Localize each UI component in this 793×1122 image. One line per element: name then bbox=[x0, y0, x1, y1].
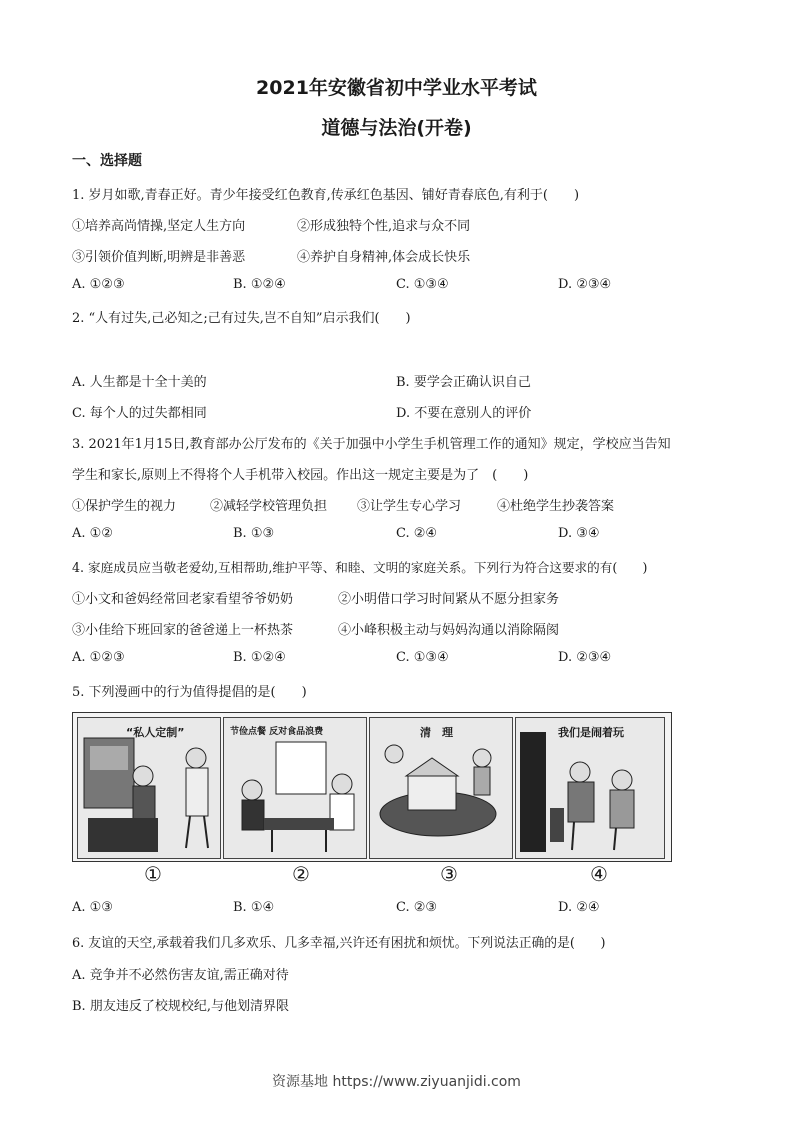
comic-panel-2-label: 节俭点餐 反对食品浪费 bbox=[230, 727, 324, 737]
question-3-option-d: D. ③④ bbox=[558, 526, 600, 541]
comic-panel-1-label: “私人定制” bbox=[126, 726, 185, 739]
question-6-option-b: B. 朋友违反了校规校纪,与他划清界限 bbox=[72, 999, 289, 1014]
footer-watermark: 资源基地 https://www.ziyuanjidi.com bbox=[272, 1074, 521, 1090]
comic-number-2: ② bbox=[292, 862, 310, 886]
question-5-option-a: A. ①③ bbox=[72, 900, 113, 915]
comic-panel-4 bbox=[515, 717, 665, 859]
comic-panel-4-label: 我们是闹着玩 bbox=[558, 726, 624, 739]
question-1-statement-4: ④养护自身精神,体会成长快乐 bbox=[297, 250, 471, 265]
question-3-stem-line1: 3. 2021年1月15日,教育部办公厅发布的《关于加强中小学生手机管理工作的通知》规定，学校应当告知 bbox=[72, 437, 671, 452]
question-3-option-b: B. ①③ bbox=[233, 526, 275, 541]
question-2-stem: 2. “人有过失,己必知之;己有过失,岂不自知”启示我们( ) bbox=[72, 311, 411, 326]
question-1-statement-3: ③引领价值判断,明辨是非善恶 bbox=[72, 250, 246, 265]
question-2-option-d: D. 不要在意别人的评价 bbox=[396, 406, 532, 421]
comic-number-4: ④ bbox=[590, 862, 608, 886]
comic-panel-1 bbox=[77, 717, 221, 859]
question-1-option-d: D. ②③④ bbox=[558, 277, 612, 292]
question-3-statement-4: ④杜绝学生抄袭答案 bbox=[497, 499, 615, 514]
question-4-statement-4: ④小峰积极主动与妈妈沟通以消除隔阂 bbox=[338, 623, 560, 638]
question-4-option-d: D. ②③④ bbox=[558, 650, 612, 665]
comic-number-1: ① bbox=[144, 862, 162, 886]
comic-panel-2 bbox=[223, 717, 367, 859]
question-4-statement-2: ②小明借口学习时间紧从不愿分担家务 bbox=[338, 592, 560, 607]
question-4-stem: 4. 家庭成员应当敬老爱幼,互相帮助,维护平等、和睦、文明的家庭关系。下列行为符合这要求的有( ) bbox=[72, 560, 648, 575]
question-6-stem: 6. 友谊的天空,承载着我们几多欢乐、几多幸福,兴许还有困扰和烦忧。下列说法正确的是( ) bbox=[72, 936, 606, 951]
exam-subtitle: 道德与法治(开卷) bbox=[321, 117, 472, 139]
comic-strip bbox=[72, 712, 672, 862]
question-4-option-b: B. ①②④ bbox=[233, 650, 286, 665]
question-2-option-c: C. 每个人的过失都相同 bbox=[72, 406, 207, 421]
question-3-statement-3: ③让学生专心学习 bbox=[357, 499, 462, 514]
question-1-statement-2: ②形成独特个性,追求与众不同 bbox=[297, 219, 471, 234]
question-3-statement-1: ①保护学生的视力 bbox=[72, 499, 177, 514]
question-5-option-b: B. ①④ bbox=[233, 900, 275, 915]
question-3-stem-line2: 学生和家长,原则上不得将个人手机带入校园。作出这一规定主要是为了 ( ) bbox=[72, 468, 529, 483]
question-5-option-d: D. ②④ bbox=[558, 900, 600, 915]
comic-panel-3 bbox=[369, 717, 513, 859]
question-4-option-c: C. ①③④ bbox=[396, 650, 449, 665]
exam-title: 2021年安徽省初中学业水平考试 bbox=[256, 77, 537, 99]
question-4-statement-1: ①小文和爸妈经常回老家看望爷爷奶奶 bbox=[72, 592, 294, 607]
question-3-statement-2: ②减轻学校管理负担 bbox=[210, 499, 328, 514]
question-3-option-c: C. ②④ bbox=[396, 526, 438, 541]
comic-panel-3-label: 清 理 bbox=[420, 726, 453, 739]
section-heading: 一、选择题 bbox=[72, 153, 142, 169]
question-1-option-b: B. ①②④ bbox=[233, 277, 286, 292]
question-1-option-c: C. ①③④ bbox=[396, 277, 449, 292]
question-4-option-a: A. ①②③ bbox=[72, 650, 125, 665]
question-1-option-a: A. ①②③ bbox=[72, 277, 125, 292]
comic-panel-2-illustration bbox=[224, 718, 366, 858]
question-5-option-c: C. ②③ bbox=[396, 900, 438, 915]
question-2-option-b: B. 要学会正确认识自己 bbox=[396, 375, 531, 390]
question-2-option-a: A. 人生都是十全十美的 bbox=[72, 375, 207, 390]
question-6-option-a: A. 竞争并不必然伤害友谊,需正确对待 bbox=[72, 968, 289, 983]
question-1-statement-1: ①培养高尚情操,坚定人生方向 bbox=[72, 219, 246, 234]
question-5-stem: 5. 下列漫画中的行为值得提倡的是( ) bbox=[72, 685, 307, 700]
question-1-stem: 1. 岁月如歌,青春正好。青少年接受红色教育,传承红色基因、铺好青春底色,有利于( ) bbox=[72, 188, 580, 203]
comic-number-3: ③ bbox=[440, 862, 458, 886]
question-3-option-a: A. ①② bbox=[72, 526, 113, 541]
question-4-statement-3: ③小佳给下班回家的爸爸递上一杯热茶 bbox=[72, 623, 294, 638]
